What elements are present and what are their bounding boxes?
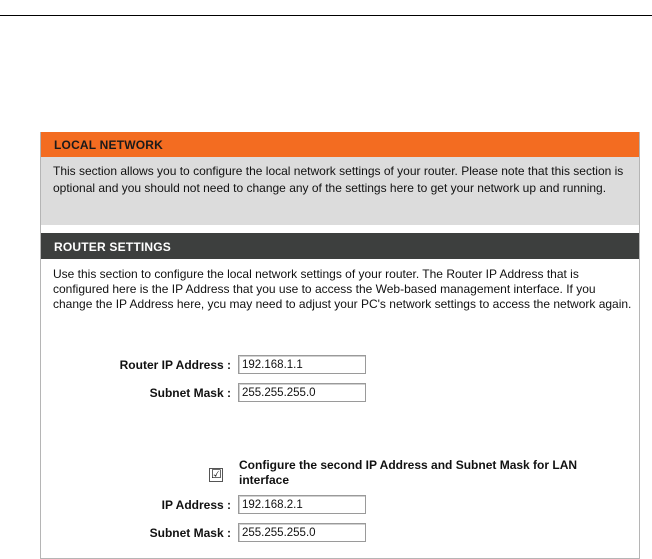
router-ip-input[interactable] bbox=[238, 355, 366, 374]
second-ip-label: IP Address : bbox=[161, 498, 231, 512]
second-ip-checkbox-label: Configure the second IP Address and Subnet Mask for LAN interface bbox=[239, 458, 578, 487]
router-ip-label: Router IP Address : bbox=[119, 358, 231, 372]
second-subnet-mask-input[interactable] bbox=[238, 523, 366, 542]
checkmark-icon: ☑ bbox=[211, 467, 222, 481]
local-network-header bbox=[41, 132, 639, 158]
local-network-intro-text: This section allows you to configure the local network settings of your router. Please note that this section is optional and you should not need to change any of the settings here to get your network up and running. bbox=[53, 164, 624, 195]
router-settings-description: Use this section to configure the local network settings of your router. The Router IP Address that is configured here is the IP Address that you use to access the Web-based management interface. If you change the IP Address here, ycu may need to adjust your PC's network settings to access the network again. bbox=[53, 267, 632, 311]
subnet-mask-label: Subnet Mask : bbox=[149, 386, 231, 400]
router-settings-header bbox=[41, 233, 639, 259]
second-ip-input[interactable] bbox=[238, 495, 366, 514]
settings-panel bbox=[40, 132, 640, 559]
second-ip-checkbox[interactable] bbox=[209, 468, 223, 482]
page-top-rule bbox=[0, 15, 652, 16]
second-subnet-mask-label: Subnet Mask : bbox=[149, 526, 231, 540]
local-network-title: LOCAL NETWORK bbox=[54, 138, 164, 152]
local-network-intro-box bbox=[41, 157, 639, 225]
subnet-mask-input[interactable] bbox=[238, 383, 366, 402]
router-settings-title: ROUTER SETTINGS bbox=[54, 240, 172, 254]
